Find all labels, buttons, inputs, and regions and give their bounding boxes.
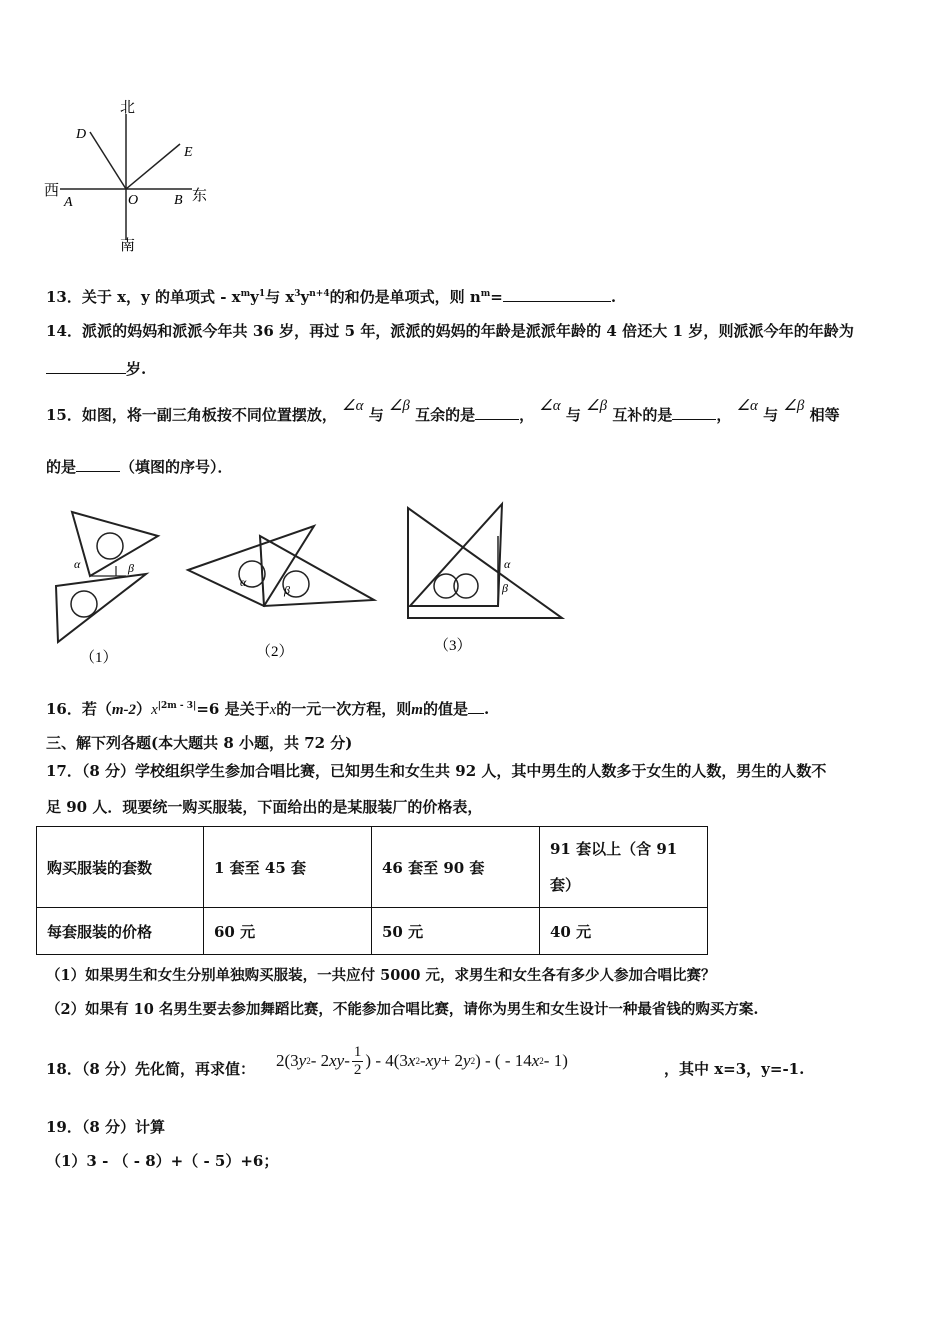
point-d-label: D [76, 127, 87, 142]
table-cell: 购买服装的套数 [37, 827, 204, 908]
table-cell: 1 套至 45 套 [204, 827, 372, 908]
svg-text:β: β [128, 561, 134, 575]
svg-text:α: α [74, 557, 81, 571]
answer-blank[interactable] [672, 405, 716, 420]
svg-text:β: β [284, 583, 290, 597]
question-18-expression: 2(3 y 2 - 2 xy - 1 2 ) - 4(3 x 2 - xy + 2 y 2 ) - ( - 14 x 2 - 1) [276, 1043, 568, 1078]
question-17-line2: 足 90 人．现要统一购买服装，下面给出的是某服装厂的价格表， [46, 798, 483, 816]
answer-blank[interactable] [46, 359, 126, 374]
table-cell: 50 元 [372, 908, 540, 955]
table-cell: 46 套至 90 套 [372, 827, 540, 908]
question-18-suffix: ，其中 x=3，y=-1. [664, 1060, 805, 1078]
point-o-label: O [128, 193, 139, 208]
east-label: 东 [192, 188, 208, 204]
point-b-label: B [174, 193, 183, 208]
table-cell: 每套服装的价格 [37, 908, 204, 955]
answer-blank[interactable] [468, 699, 484, 714]
table-cell: 91 套以上（含 91 套） [540, 827, 708, 908]
table-cell: 40 元 [540, 908, 708, 955]
question-14-line2: 岁. [46, 358, 146, 379]
triangles-figure [46, 496, 576, 676]
question-15: 15．如图，将一副三角板按不同位置摆放， ∠α 与 ∠β 互余的是 ， ∠α 与 ∠β 互补的是 ， ∠α 与 ∠β 相等 [46, 398, 840, 424]
svg-text:α: α [504, 557, 511, 571]
table-row [37, 827, 708, 908]
answer-blank[interactable] [503, 287, 611, 302]
fraction: 1 2 [353, 1043, 362, 1078]
figure-2 [188, 526, 374, 660]
north-label: 北 [120, 100, 136, 116]
question-15-line2: 的是 （填图的序号）． [46, 458, 233, 476]
compass-figure [40, 92, 220, 252]
section-heading: 三、解下列各题(本大题共 8 小题，共 72 分) [46, 734, 353, 752]
figure-1 [56, 512, 158, 666]
point-e-label: E [184, 145, 193, 160]
figure-3-label: （3） [434, 638, 472, 654]
question-13: 13．关于 x，y 的单项式 - $x^my^1$与 $x^3y^{n+4}$的和仍是单项式，则 $n^m=$ . [46, 288, 617, 306]
question-19: 19．（8 分）计算 [46, 1118, 166, 1136]
question-17-part1: （1）如果男生和女生分别单独购买服装，一共应付 5000 元，求男生和女生各有多少人参加合唱比赛？ [46, 967, 716, 984]
figure-2-label: （2） [256, 644, 294, 660]
svg-text:β: β [502, 581, 508, 595]
question-17: 17．（8 分）学校组织学生参加合唱比赛，已知男生和女生共 92 人，其中男生的人数多于女生的人数，男生的人数不 [46, 762, 827, 780]
figure-1-label: （1） [80, 650, 118, 666]
figure-3 [408, 504, 562, 654]
answer-blank[interactable] [475, 405, 519, 420]
svg-text:α: α [240, 575, 247, 589]
table-row [37, 908, 708, 955]
question-19-part1: （1）3 - （ - 8）+（ - 5）+6； [46, 1152, 279, 1170]
price-table [36, 826, 708, 955]
question-18-prefix: 18．（8 分）先化简，再求值： [46, 1060, 256, 1078]
south-label: 南 [120, 238, 136, 252]
answer-blank[interactable] [76, 457, 120, 472]
question-17-part2: （2）如果有 10 名男生要去参加舞蹈比赛，不能参加合唱比赛，请你为男生和女生设计一种最省钱的购买方案. [46, 1001, 759, 1018]
table-cell: 60 元 [204, 908, 372, 955]
question-16: 16．若$(m-2)x^{|2m - 3|}=6$ 是关于x的一元一次方程，则m的值是 . [46, 700, 490, 718]
west-label: 西 [44, 183, 60, 199]
point-a-label: A [64, 195, 73, 210]
question-14: 14．派派的妈妈和派派今年共 36 岁，再过 5 年，派派的妈妈的年龄是派派年龄的 4 倍还大 1 岁，则派派今年的年龄为 [46, 322, 854, 340]
